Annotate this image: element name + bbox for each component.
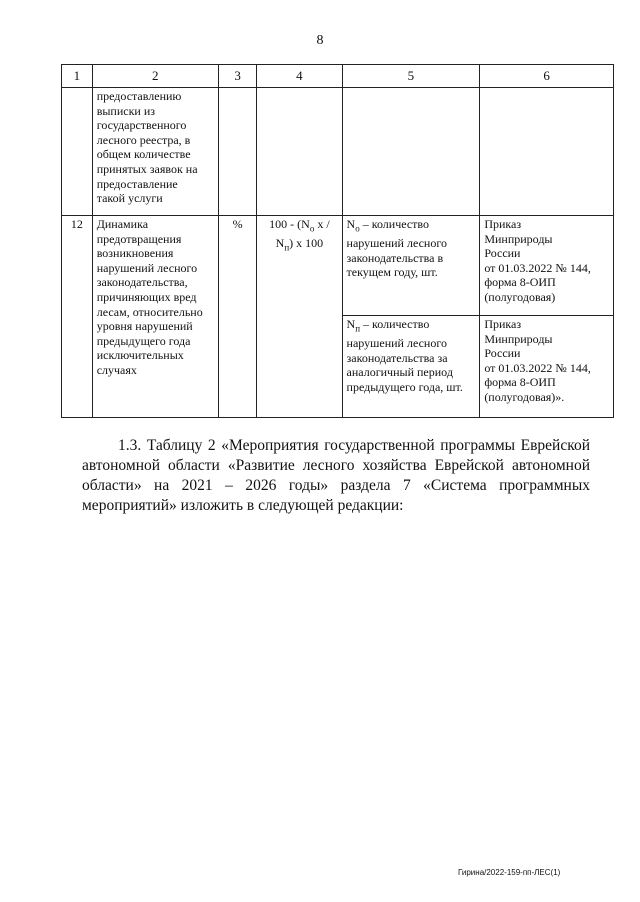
data-source-previous: Приказ Минприроды России от 01.03.2022 № 144, форма 8-ОИП (полугодовая)». (480, 316, 614, 418)
header-cell-1: 1 (62, 65, 93, 88)
header-cell-4: 4 (257, 65, 342, 88)
header-cell-6: 6 (480, 65, 614, 88)
indicator-continuation-text: предоставлению выписки из государственного лесного реестра, в общем количестве принятых заявок на предоставление такой услуги (92, 88, 218, 216)
cell-empty (257, 88, 342, 216)
cell-empty (62, 88, 93, 216)
table-row-12 (62, 216, 614, 316)
page-number: 8 (316, 33, 324, 48)
table-header-row (62, 65, 614, 88)
indicators-table (61, 64, 614, 418)
data-source-current: Приказ Минприроды России от 01.03.2022 № 144, форма 8-ОИП (полугодовая) (480, 216, 614, 316)
indicator-name: Динамика предотвращения возникновения нарушений лесного законодательства, причиняющих вред лесам, относительно уровня нарушений предыдущего года исключительных случаях (92, 216, 218, 418)
unit-of-measure: % (218, 216, 256, 418)
variable-description-previous: $N_п$ – количество нарушений лесного законодательства за аналогичный период предыдущего года, шт. (342, 316, 480, 418)
header-cell-5: 5 (342, 65, 480, 88)
amendment-paragraph: 1.3. Таблицу 2 «Мероприятия государственной программы Еврейской автономной области «Развитие лесного хозяйства Еврейской автономной области» на 2021 – 2026 годы» раздела 7 «Система программных мероприятий» изложить в следующей редакции: (82, 437, 590, 514)
table-row-continuation (62, 88, 614, 216)
cell-empty (480, 88, 614, 216)
variable-description-current: $N_о$ – количество нарушений лесного законодательства в текущем году, шт. (342, 216, 480, 316)
cell-empty (218, 88, 256, 216)
header-cell-2: 2 (92, 65, 218, 88)
cell-empty (342, 88, 480, 216)
header-cell-3: 3 (218, 65, 256, 88)
row-number: 12 (62, 216, 93, 418)
document-code: Гирина/2022-159-пп-ЛЕС(1) (458, 868, 561, 877)
calculation-formula: $100 - (N_o$ x / $N_п$) x 100 (257, 216, 342, 418)
